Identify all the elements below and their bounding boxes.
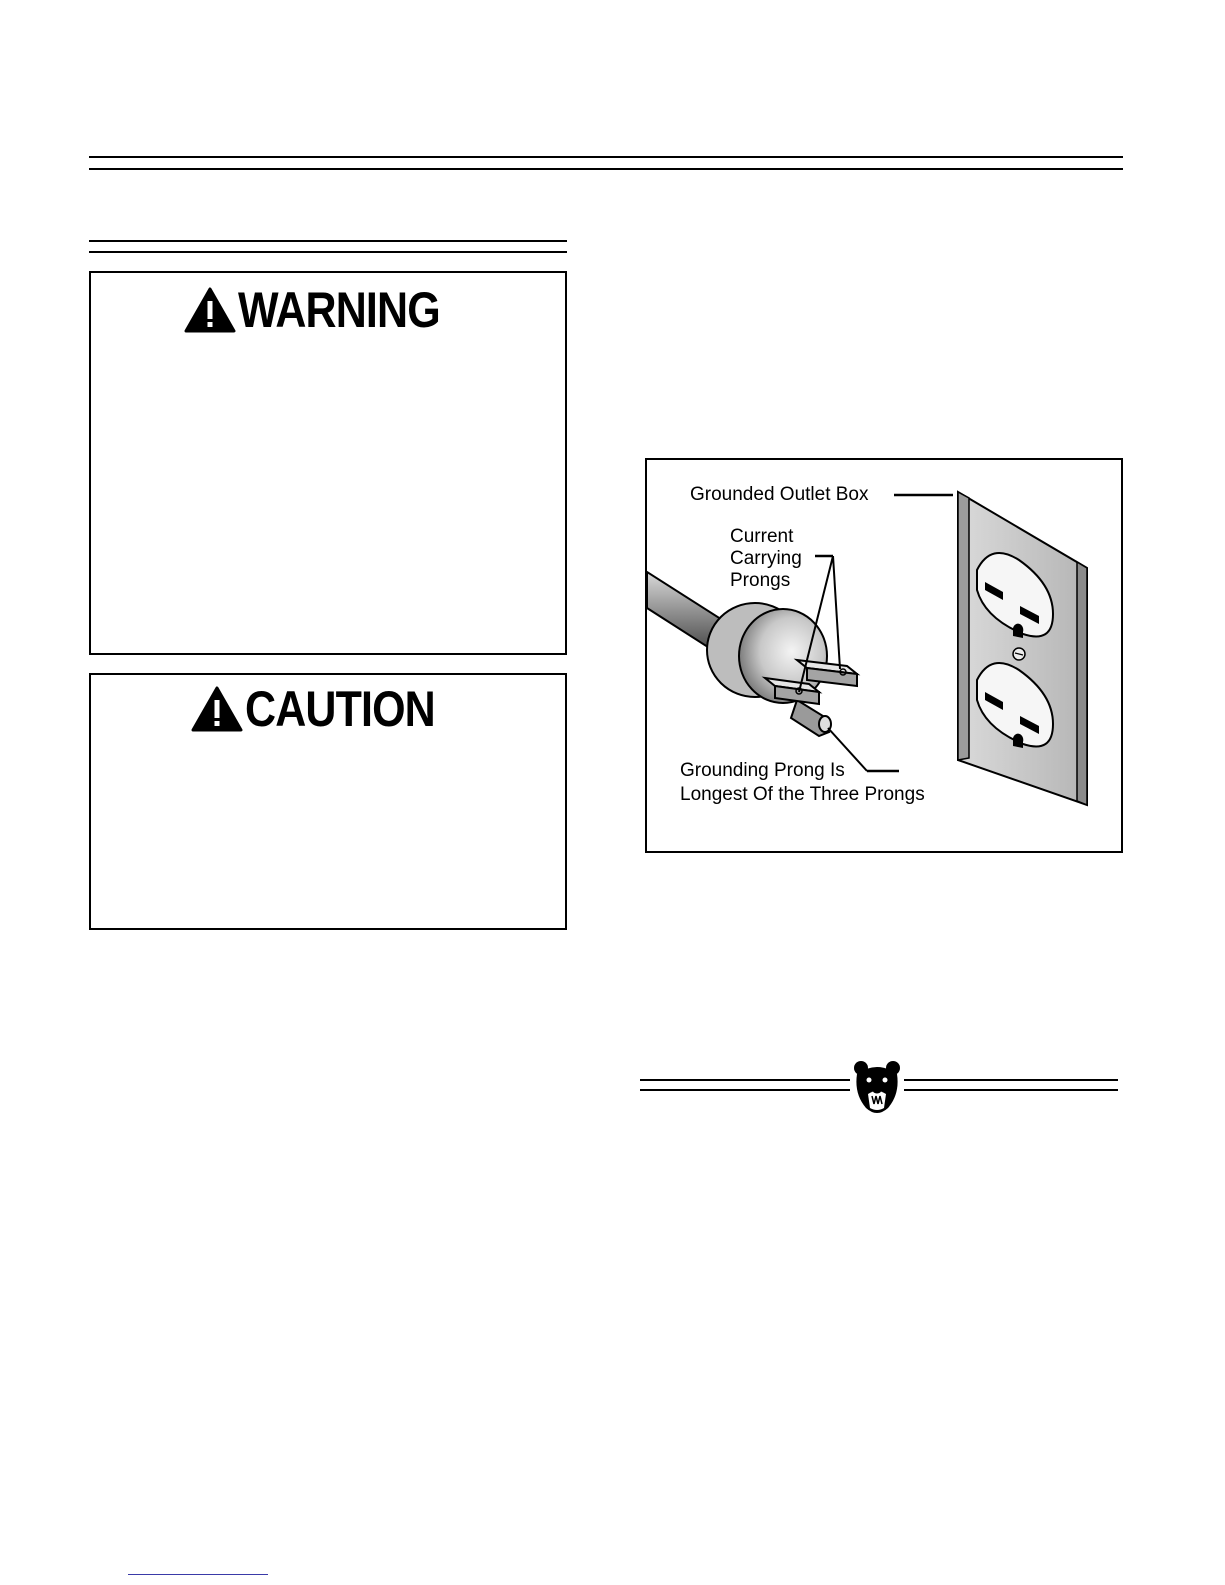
section-rule-bottom [89,251,567,253]
label-current-carrying-1: Current [730,526,794,547]
section-rule-top [89,240,567,242]
caution-header [91,681,565,737]
label-current-carrying-3: Prongs [730,570,791,591]
label-grounded-outlet-box: Grounded Outlet Box [690,484,869,505]
warning-box [89,271,567,655]
bear-logo-icon [852,1060,902,1116]
divider-right-bottom [904,1089,1118,1091]
label-grounding-prong-1: Grounding Prong Is [680,760,845,781]
divider-right-top [904,1079,1118,1081]
caution-box [89,673,567,930]
footer-link-underline[interactable] [128,1573,268,1575]
caution-title: CAUTION [244,681,435,737]
alert-triangle-icon [184,287,236,333]
label-current-carrying-2: Carrying [730,548,802,569]
header-rule-bottom [89,168,1123,170]
header-rule-top [89,156,1123,158]
warning-header [91,282,565,338]
figure-plug-outlet [645,458,1123,853]
divider-left-top [640,1079,850,1081]
warning-title: WARNING [237,282,440,338]
label-grounding-prong-2: Longest Of the Three Prongs [680,784,925,805]
alert-triangle-icon [191,686,243,732]
divider-left-bottom [640,1089,850,1091]
